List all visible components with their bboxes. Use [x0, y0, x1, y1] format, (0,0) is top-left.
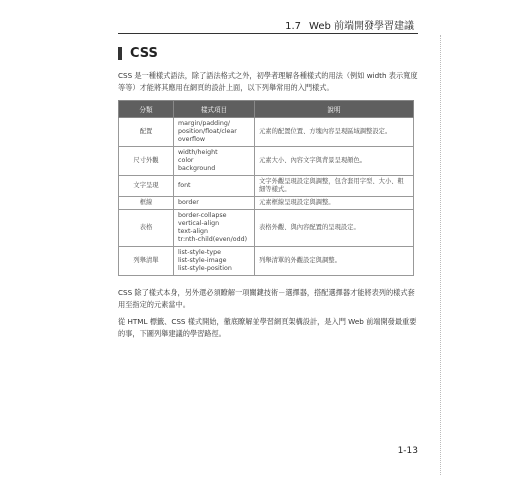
- style-item: tr:nth-child(even/odd): [178, 236, 248, 243]
- row-items: [174, 197, 255, 210]
- heading-bar: [118, 47, 122, 60]
- table-row: [119, 247, 414, 276]
- table-row: [119, 118, 414, 147]
- row-items: [174, 176, 255, 197]
- closing-paragraph: 從 HTML 標籤、CSS 樣式開始，徹底瞭解並學習網頁架構設計，是入門 Web 前端開發最重要的事，下圖列舉建議的學習路徑。: [118, 317, 417, 338]
- style-item: color: [178, 157, 194, 164]
- row-description: 元素大小、內容文字與背景呈現顏色。: [255, 147, 414, 176]
- row-description: 元素框線呈現設定與調整。: [255, 197, 414, 210]
- row-items: [174, 147, 255, 176]
- selectors-paragraph: CSS 除了樣式本身，另外還必須瞭解一項關鍵技術－選擇器，搭配選擇器才能將表列的樣式套用至指定的元素當中。: [118, 288, 415, 309]
- style-item: font: [178, 182, 191, 189]
- row-category: 尺寸外觀: [119, 147, 174, 176]
- row-category: 文字呈現: [119, 176, 174, 197]
- header-section-number: 1.7: [285, 21, 302, 32]
- row-category: 框線: [119, 197, 174, 210]
- table-row: [119, 147, 414, 176]
- row-items: [174, 210, 255, 247]
- running-header: [285, 17, 414, 32]
- css-style-table: [118, 100, 414, 276]
- style-item: border-collapse: [178, 212, 227, 219]
- page-number: 1-13: [397, 446, 418, 456]
- table-header-items: 樣式項目: [174, 101, 255, 118]
- table-row: [119, 210, 414, 247]
- style-item: text-align: [178, 228, 209, 235]
- style-item: background: [178, 165, 216, 172]
- intro-paragraph: CSS 是一種樣式語法，除了語法格式之外，初學者理解各種樣式的用法（例如 width 表示寬度等等）才能將其應用在網頁的設計上面，以下列舉常用的入門樣式。: [118, 71, 418, 92]
- style-item: border: [178, 199, 199, 206]
- row-description: 表格外觀、與內容配置的呈現設定。: [255, 210, 414, 247]
- row-description: 列舉清單的外觀設定與調整。: [255, 247, 414, 276]
- table-row: [119, 197, 414, 210]
- table-header-category: 分類: [119, 101, 174, 118]
- section-heading: [118, 46, 158, 61]
- table-header-description: 說明: [255, 101, 414, 118]
- row-items: [174, 247, 255, 276]
- row-category: 列舉清單: [119, 247, 174, 276]
- style-item: margin/padding/: [178, 120, 231, 127]
- style-item: list-style-image: [178, 257, 227, 264]
- row-category: 配置: [119, 118, 174, 147]
- style-item: overflow: [178, 136, 206, 143]
- header-chapter-title: Web 前端開發學習建議: [309, 21, 414, 32]
- row-category: 表格: [119, 210, 174, 247]
- style-item: width/height: [178, 149, 218, 156]
- row-description: 元素的配置位置、方塊內容呈現區域調整設定。: [255, 118, 414, 147]
- section-title: CSS: [130, 46, 158, 61]
- header-rule: [118, 33, 418, 34]
- style-item: list-style-type: [178, 249, 221, 256]
- row-description: 文字外觀呈現設定與調整，包含套用字型、大小、粗細等樣式。: [255, 176, 414, 197]
- table-row: [119, 176, 414, 197]
- row-items: [174, 118, 255, 147]
- table-header-row: [119, 101, 414, 118]
- margin-dotted-line: [440, 35, 441, 475]
- style-item: position/float/clear: [178, 128, 237, 135]
- style-item: list-style-position: [178, 265, 232, 272]
- style-item: vertical-align: [178, 220, 220, 227]
